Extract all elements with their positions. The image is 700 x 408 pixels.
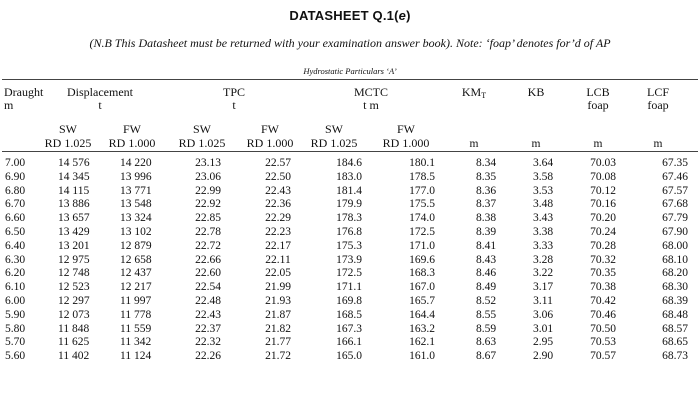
cell-kb: 2.95 xyxy=(532,336,554,349)
subheader-disp-sw: SW xyxy=(59,122,77,136)
cell-lcb: 70.46 xyxy=(590,308,616,321)
cell-tpc-fw: 21.87 xyxy=(265,308,291,321)
table-row xyxy=(2,212,694,226)
table-row xyxy=(2,323,694,337)
cell-kb: 3.53 xyxy=(532,184,554,197)
table-row xyxy=(2,240,694,254)
cell-tpc-fw: 22.50 xyxy=(265,170,291,183)
cell-tpc-fw: 21.82 xyxy=(265,322,291,335)
cell-mctc-fw: 162.1 xyxy=(409,336,435,349)
cell-mctc-fw: 171.0 xyxy=(409,239,435,252)
cell-tpc-fw: 21.93 xyxy=(265,294,291,307)
cell-disp-fw: 11 997 xyxy=(120,294,152,307)
cell-tpc-fw: 22.43 xyxy=(265,184,291,197)
table-row xyxy=(2,254,694,268)
table-row xyxy=(2,198,694,212)
header-displacement-unit: t xyxy=(98,98,102,112)
cell-lcf: 67.46 xyxy=(662,170,688,183)
cell-draught: 6.00 xyxy=(5,294,26,307)
header-kmt-label: KM xyxy=(461,85,482,99)
cell-kb: 3.64 xyxy=(532,157,554,169)
header-kmt xyxy=(454,86,494,102)
cell-disp-fw: 11 559 xyxy=(120,322,152,335)
cell-mctc-fw: 172.5 xyxy=(409,225,435,238)
cell-disp-sw: 13 429 xyxy=(58,225,90,238)
subheader-kmt-unit: m xyxy=(469,138,479,150)
cell-disp-fw: 12 658 xyxy=(120,253,152,266)
title-close: ) xyxy=(406,8,411,23)
cell-draught: 5.70 xyxy=(5,336,26,349)
cell-disp-sw: 11 625 xyxy=(58,336,90,349)
hydrostatic-table xyxy=(2,157,694,364)
cell-kmt: 8.46 xyxy=(475,267,497,280)
cell-lcf: 67.79 xyxy=(662,212,688,225)
cell-kb: 3.17 xyxy=(532,281,554,294)
cell-kb: 3.22 xyxy=(532,267,554,280)
cell-disp-fw: 11 124 xyxy=(120,350,152,363)
cell-disp-sw: 12 975 xyxy=(58,253,90,266)
cell-lcb: 70.28 xyxy=(590,239,616,252)
cell-disp-sw: 14 115 xyxy=(58,184,90,197)
cell-tpc-sw: 22.48 xyxy=(195,294,221,307)
cell-mctc-sw: 171.1 xyxy=(336,281,362,294)
header-draught: Draught xyxy=(4,85,44,99)
cell-mctc-fw: 180.1 xyxy=(409,157,435,169)
cell-mctc-sw: 184.6 xyxy=(336,157,362,169)
cell-mctc-fw: 178.5 xyxy=(409,170,435,183)
cell-kb: 3.01 xyxy=(532,322,554,335)
cell-draught: 6.60 xyxy=(5,212,26,225)
table-row xyxy=(2,171,694,185)
header-bottom-rule xyxy=(2,151,698,152)
cell-kmt: 8.63 xyxy=(475,336,497,349)
cell-tpc-fw: 22.57 xyxy=(265,157,291,169)
cell-mctc-sw: 178.3 xyxy=(336,212,362,225)
table-row xyxy=(2,309,694,323)
cell-disp-sw: 13 201 xyxy=(58,239,90,252)
cell-mctc-fw: 163.2 xyxy=(409,322,435,335)
cell-kb: 3.11 xyxy=(533,294,553,307)
subheader-tpc-sw: SW xyxy=(193,122,211,136)
cell-kmt: 8.67 xyxy=(475,350,497,363)
cell-tpc-fw: 22.05 xyxy=(265,267,291,280)
cell-tpc-sw: 22.78 xyxy=(195,225,221,238)
cell-tpc-sw: 22.60 xyxy=(195,267,221,280)
title-main: DATASHEET Q.1( xyxy=(289,8,399,23)
cell-tpc-sw: 22.32 xyxy=(195,336,221,349)
cell-kb: 3.06 xyxy=(532,308,554,321)
cell-kb: 3.43 xyxy=(532,212,554,225)
cell-mctc-sw: 169.8 xyxy=(336,294,362,307)
table-row xyxy=(2,350,694,364)
cell-draught: 5.60 xyxy=(5,350,26,363)
subheader-lcb-unit: m xyxy=(593,138,603,150)
cell-disp-fw: 13 102 xyxy=(120,225,152,238)
cell-disp-fw: 14 220 xyxy=(120,157,152,169)
cell-tpc-sw: 22.26 xyxy=(195,350,221,363)
subheader-kb-unit: m xyxy=(531,138,541,150)
cell-disp-fw: 13 548 xyxy=(120,198,152,211)
cell-lcb: 70.03 xyxy=(590,157,616,169)
cell-lcf: 68.48 xyxy=(662,308,688,321)
table-row xyxy=(2,336,694,350)
cell-tpc-sw: 22.43 xyxy=(195,308,221,321)
cell-disp-sw: 12 073 xyxy=(58,308,90,321)
cell-disp-fw: 13 324 xyxy=(120,212,152,225)
cell-kb: 3.58 xyxy=(532,170,554,183)
cell-tpc-sw: 22.72 xyxy=(195,239,221,252)
cell-disp-fw: 13 996 xyxy=(120,170,152,183)
cell-kb: 3.33 xyxy=(532,239,554,252)
cell-kb: 3.28 xyxy=(532,253,554,266)
cell-mctc-sw: 181.4 xyxy=(336,184,362,197)
cell-lcb: 70.12 xyxy=(590,184,616,197)
header-kb: KB xyxy=(527,85,545,99)
subheader-mctc-fw: FW xyxy=(397,122,415,136)
cell-kb: 2.90 xyxy=(532,350,554,363)
cell-disp-sw: 11 848 xyxy=(58,322,90,335)
cell-draught: 6.40 xyxy=(5,239,26,252)
cell-draught: 7.00 xyxy=(5,157,26,169)
cell-lcb: 70.38 xyxy=(590,281,616,294)
cell-mctc-sw: 179.9 xyxy=(336,198,362,211)
cell-lcb: 70.53 xyxy=(590,336,616,349)
cell-mctc-sw: 176.8 xyxy=(336,225,362,238)
cell-lcf: 67.35 xyxy=(662,157,688,169)
cell-disp-sw: 11 402 xyxy=(58,350,90,363)
header-mctc: MCTC xyxy=(353,85,388,99)
header-mctc-unit: t m xyxy=(363,98,379,112)
subheader-mctc-sw-rd: RD 1.025 xyxy=(310,136,358,150)
cell-mctc-fw: 167.0 xyxy=(409,281,435,294)
cell-kmt: 8.35 xyxy=(475,170,497,183)
header-tpc: TPC xyxy=(222,85,245,99)
cell-draught: 5.90 xyxy=(5,308,26,321)
cell-disp-sw: 13 657 xyxy=(58,212,90,225)
cell-mctc-fw: 161.0 xyxy=(409,350,435,363)
cell-tpc-fw: 22.11 xyxy=(265,253,291,266)
cell-mctc-sw: 173.9 xyxy=(336,253,362,266)
header-lcf: LCF xyxy=(646,85,669,99)
cell-mctc-fw: 169.6 xyxy=(409,253,435,266)
cell-lcb: 70.32 xyxy=(590,253,616,266)
subheader-tpc-fw: FW xyxy=(261,122,279,136)
cell-lcf: 68.20 xyxy=(662,267,688,280)
cell-tpc-sw: 22.37 xyxy=(195,322,221,335)
datasheet-note: (N.B This Datasheet must be returned with your examination answer book). Note: ‘foap’ denotes for’d of AP xyxy=(89,36,611,50)
cell-tpc-fw: 21.77 xyxy=(265,336,291,349)
subheader-disp-sw-rd: RD 1.025 xyxy=(44,136,92,150)
subheader-tpc-fw-rd: RD 1.000 xyxy=(246,136,294,150)
cell-mctc-sw: 166.1 xyxy=(336,336,362,349)
table-row xyxy=(2,281,694,295)
cell-tpc-sw: 22.66 xyxy=(195,253,221,266)
cell-draught: 6.50 xyxy=(5,225,26,238)
header-lcb-sub: foap xyxy=(587,98,609,112)
cell-mctc-sw: 172.5 xyxy=(336,267,362,280)
cell-disp-fw: 11 778 xyxy=(120,308,152,321)
table-row xyxy=(2,157,694,171)
cell-draught: 6.10 xyxy=(5,281,26,294)
cell-lcb: 70.08 xyxy=(590,170,616,183)
table-body xyxy=(2,157,694,364)
cell-mctc-sw: 165.0 xyxy=(336,350,362,363)
cell-tpc-sw: 23.13 xyxy=(195,157,221,169)
table-row xyxy=(2,185,694,199)
header-draught-unit: m xyxy=(4,98,14,112)
table-row xyxy=(2,295,694,309)
cell-kmt: 8.43 xyxy=(475,253,497,266)
subheader-tpc-sw-rd: RD 1.025 xyxy=(178,136,226,150)
datasheet-title xyxy=(0,8,700,23)
cell-kmt: 8.37 xyxy=(475,198,497,211)
subheader-disp-fw: FW xyxy=(123,122,141,136)
cell-disp-fw: 12 217 xyxy=(120,281,152,294)
cell-lcb: 70.42 xyxy=(590,294,616,307)
cell-lcb: 70.16 xyxy=(590,198,616,211)
cell-mctc-sw: 167.3 xyxy=(336,322,362,335)
cell-draught: 6.20 xyxy=(5,267,26,280)
cell-lcb: 70.35 xyxy=(590,267,616,280)
cell-disp-fw: 12 437 xyxy=(120,267,152,280)
cell-tpc-fw: 21.72 xyxy=(265,350,291,363)
cell-kmt: 8.34 xyxy=(475,157,497,169)
cell-kmt: 8.41 xyxy=(475,239,497,252)
cell-mctc-sw: 183.0 xyxy=(336,170,362,183)
cell-kmt: 8.59 xyxy=(475,322,497,335)
cell-lcb: 70.20 xyxy=(590,212,616,225)
cell-draught: 6.90 xyxy=(5,170,26,183)
cell-lcf: 67.68 xyxy=(662,198,688,211)
cell-lcb: 70.24 xyxy=(590,225,616,238)
cell-disp-sw: 14 345 xyxy=(58,170,90,183)
cell-draught: 6.70 xyxy=(5,198,26,211)
cell-kmt: 8.49 xyxy=(475,281,497,294)
header-tpc-unit: t xyxy=(232,98,236,112)
cell-tpc-sw: 22.92 xyxy=(195,198,221,211)
cell-disp-fw: 11 342 xyxy=(120,336,152,349)
cell-kmt: 8.36 xyxy=(475,184,497,197)
cell-mctc-fw: 174.0 xyxy=(409,212,435,225)
cell-tpc-fw: 22.36 xyxy=(265,198,291,211)
cell-tpc-fw: 21.99 xyxy=(265,281,291,294)
cell-tpc-sw: 22.99 xyxy=(195,184,221,197)
cell-lcf: 68.30 xyxy=(662,281,688,294)
table-row xyxy=(2,267,694,281)
cell-lcf: 68.00 xyxy=(662,239,688,252)
header-displacement: Displacement xyxy=(67,85,133,99)
cell-kmt: 8.38 xyxy=(475,212,497,225)
cell-lcf: 67.57 xyxy=(662,184,688,197)
cell-kmt: 8.55 xyxy=(475,308,497,321)
cell-kmt: 8.39 xyxy=(475,225,497,238)
cell-tpc-sw: 22.85 xyxy=(195,212,221,225)
table-top-rule xyxy=(2,79,698,80)
cell-lcf: 68.65 xyxy=(662,336,688,349)
subheader-lcf-unit: m xyxy=(653,138,663,150)
cell-lcf: 67.90 xyxy=(662,225,688,238)
cell-mctc-fw: 165.7 xyxy=(409,294,435,307)
table-row xyxy=(2,226,694,240)
cell-disp-sw: 14 576 xyxy=(58,157,90,169)
cell-lcf: 68.39 xyxy=(662,294,688,307)
cell-mctc-fw: 168.3 xyxy=(409,267,435,280)
subheader-mctc-sw: SW xyxy=(325,122,343,136)
cell-tpc-sw: 22.54 xyxy=(195,281,221,294)
cell-draught: 5.80 xyxy=(5,322,26,335)
cell-disp-sw: 12 523 xyxy=(58,281,90,294)
cell-draught: 6.30 xyxy=(5,253,26,266)
cell-lcb: 70.50 xyxy=(590,322,616,335)
cell-kb: 3.48 xyxy=(532,198,554,211)
cell-disp-fw: 13 771 xyxy=(120,184,152,197)
cell-mctc-fw: 164.4 xyxy=(409,308,435,321)
cell-disp-sw: 13 886 xyxy=(58,198,90,211)
cell-mctc-sw: 175.3 xyxy=(336,239,362,252)
hydrostatic-subtitle: Hydrostatic Particulars ‘A’ xyxy=(303,66,397,76)
header-lcf-sub: foap xyxy=(647,98,669,112)
subheader-disp-fw-rd: RD 1.000 xyxy=(108,136,156,150)
cell-tpc-fw: 22.29 xyxy=(265,212,291,225)
cell-kb: 3.38 xyxy=(532,225,554,238)
cell-disp-sw: 12 297 xyxy=(58,294,90,307)
cell-disp-fw: 12 879 xyxy=(120,239,152,252)
title-suffix: e xyxy=(398,8,407,23)
cell-tpc-sw: 23.06 xyxy=(195,170,221,183)
cell-lcf: 68.10 xyxy=(662,253,688,266)
cell-tpc-fw: 22.23 xyxy=(265,225,291,238)
subheader-mctc-fw-rd: RD 1.000 xyxy=(382,136,430,150)
header-lcb: LCB xyxy=(586,85,610,99)
cell-lcb: 70.57 xyxy=(590,350,616,363)
cell-mctc-sw: 168.5 xyxy=(336,308,362,321)
cell-mctc-fw: 175.5 xyxy=(409,198,435,211)
header-kmt-subscript: T xyxy=(481,91,487,100)
cell-mctc-fw: 177.0 xyxy=(409,184,435,197)
cell-disp-sw: 12 748 xyxy=(58,267,90,280)
cell-kmt: 8.52 xyxy=(475,294,497,307)
cell-draught: 6.80 xyxy=(5,184,26,197)
cell-lcf: 68.73 xyxy=(662,350,688,363)
cell-lcf: 68.57 xyxy=(662,322,688,335)
cell-tpc-fw: 22.17 xyxy=(265,239,291,252)
